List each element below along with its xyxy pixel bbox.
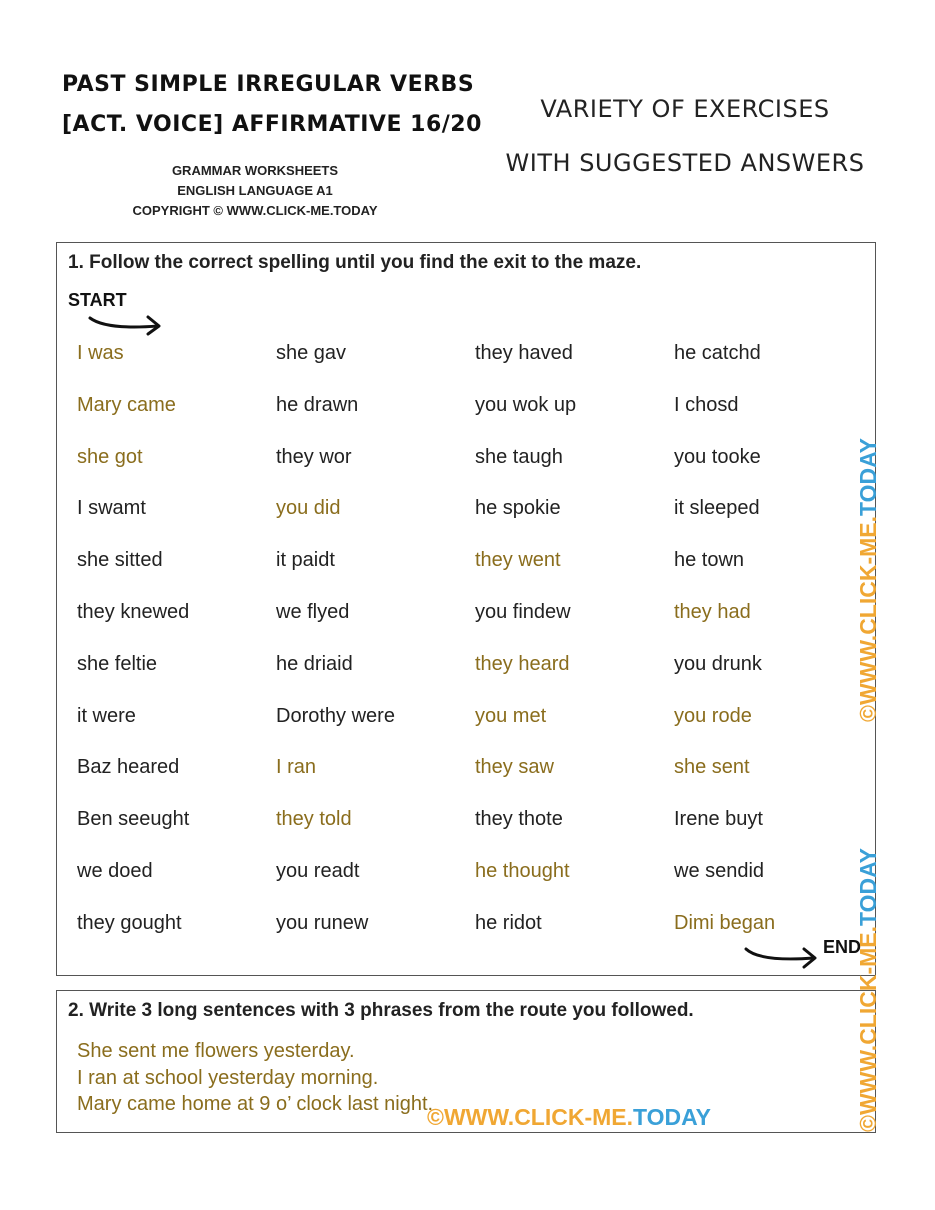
exercise-1-heading: 1. Follow the correct spelling until you find the exit to the maze. bbox=[68, 252, 642, 273]
end-label: END bbox=[823, 937, 862, 957]
meta-line-copyright: COPYRIGHT © WWW.CLICK-ME.TODAY bbox=[132, 203, 378, 218]
maze-cell: he catchd bbox=[674, 342, 761, 364]
maze-cell: you met bbox=[475, 705, 547, 727]
maze-cell: we flyed bbox=[276, 601, 350, 623]
maze-cell: you rode bbox=[674, 705, 752, 727]
maze-cell: I ran bbox=[276, 756, 317, 778]
maze-cell: he driaid bbox=[276, 653, 353, 675]
start-arrow-icon bbox=[88, 312, 162, 336]
maze-cell: you tooke bbox=[674, 446, 761, 468]
maze-cell: Ben seeught bbox=[77, 808, 190, 830]
maze-cell: she sent bbox=[674, 756, 750, 778]
maze-cell: they had bbox=[674, 601, 751, 623]
maze-cell: they haved bbox=[475, 342, 573, 364]
maze-cell: you wok up bbox=[475, 394, 577, 416]
watermark-bottom bbox=[427, 1104, 711, 1131]
maze-cell: Dorothy were bbox=[276, 705, 395, 727]
maze-cell: they wor bbox=[276, 446, 352, 468]
worksheet-title-line-1: PAST SIMPLE IRREGULAR VERBS bbox=[62, 72, 475, 97]
maze-cell: he ridot bbox=[475, 912, 542, 934]
watermark-part-a: ©WWW.CLICK-ME. bbox=[427, 1104, 634, 1130]
exercise-2-heading: 2. Write 3 long sentences with 3 phrases from the route you followed. bbox=[68, 1000, 694, 1021]
maze-cell: Irene buyt bbox=[674, 808, 763, 830]
maze-cell: he spokie bbox=[475, 497, 561, 519]
maze-cell: we sendid bbox=[674, 860, 765, 882]
maze-cell: you runew bbox=[276, 912, 369, 934]
maze-cell: they told bbox=[276, 808, 352, 830]
maze-cell: Dimi began bbox=[674, 912, 776, 934]
answer-sentence-2: I ran at school yesterday morning. bbox=[77, 1067, 379, 1089]
subtitle-line-1: VARIETY OF EXERCISES bbox=[540, 95, 830, 123]
start-label: START bbox=[68, 290, 127, 310]
maze-cell: it paidt bbox=[276, 549, 335, 571]
watermark-part-b: TODAY bbox=[633, 1104, 711, 1130]
meta-line-grammar: GRAMMAR WORKSHEETS bbox=[171, 163, 339, 178]
maze-cell: he town bbox=[674, 549, 745, 571]
maze-cell: she got bbox=[77, 446, 143, 468]
watermark-part-b: TODAY bbox=[855, 848, 881, 926]
watermark-part-b: TODAY bbox=[855, 438, 881, 516]
maze-cell: they thote bbox=[475, 808, 563, 830]
maze-cell: you did bbox=[276, 497, 341, 519]
maze-cell: they heard bbox=[475, 653, 570, 675]
end-arrow-icon bbox=[744, 944, 818, 970]
maze-cell: they went bbox=[475, 549, 561, 571]
maze-cell: she sitted bbox=[77, 549, 163, 571]
subtitle-line-2: WITH SUGGESTED ANSWERS bbox=[505, 149, 865, 177]
maze-cell: I was bbox=[77, 342, 124, 364]
maze-cell: they knewed bbox=[77, 601, 190, 623]
answer-sentence-3: Mary came home at 9 o’ clock last night. bbox=[77, 1093, 434, 1115]
maze-cell: he thought bbox=[475, 860, 570, 882]
maze-cell: you findew bbox=[475, 601, 571, 623]
meta-line-level: ENGLISH LANGUAGE A1 bbox=[177, 183, 333, 198]
maze-cell: it sleeped bbox=[674, 497, 760, 519]
maze-cell: they saw bbox=[475, 756, 554, 778]
maze-cell: she gav bbox=[276, 342, 347, 364]
maze-cell: you readt bbox=[276, 860, 360, 882]
maze-cell: Mary came bbox=[77, 394, 176, 416]
watermark-vertical-lower bbox=[855, 848, 882, 1132]
answer-sentence-1: She sent me flowers yesterday. bbox=[77, 1040, 355, 1062]
maze-cell: we doed bbox=[77, 860, 153, 882]
watermark-part-a: ©WWW.CLICK-ME. bbox=[855, 925, 881, 1132]
maze-cell: you drunk bbox=[674, 653, 762, 675]
maze-cell: Baz heared bbox=[77, 756, 180, 778]
maze-cell: he drawn bbox=[276, 394, 359, 416]
maze-cell: I swamt bbox=[77, 497, 146, 519]
maze-cell: it were bbox=[77, 705, 136, 727]
maze-cell: they gought bbox=[77, 912, 182, 934]
watermark-part-a: ©WWW.CLICK-ME. bbox=[855, 515, 881, 722]
watermark-vertical-upper bbox=[855, 438, 882, 722]
worksheet-title-line-2: [ACT. VOICE] AFFIRMATIVE 16/20 bbox=[62, 112, 482, 137]
maze-cell: I chosd bbox=[674, 394, 739, 416]
maze-cell: she feltie bbox=[77, 653, 158, 675]
maze-cell: she taugh bbox=[475, 446, 563, 468]
